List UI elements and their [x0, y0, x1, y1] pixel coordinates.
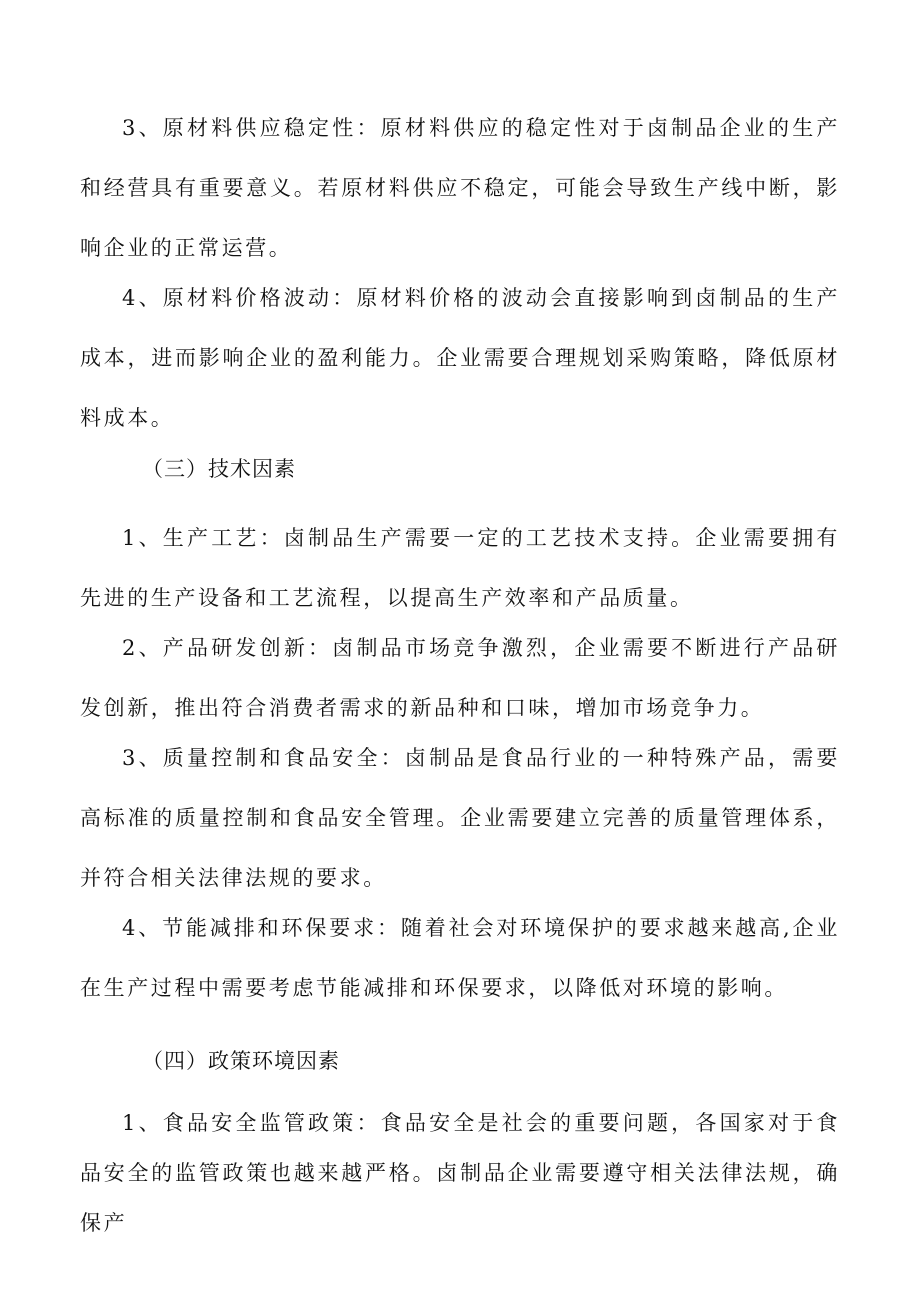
section-heading-technical-factors: （三）技术因素: [142, 457, 296, 481]
paragraph-raw-material-supply-stability: 3、原材料供应稳定性：原材料供应的稳定性对于卤制品企业的生产和经营具有重要意义。若原材料供应不稳定，可能会导致生产线中断，影响企业的正常运营。: [80, 116, 840, 260]
paragraph-food-safety-regulation: 1、食品安全监管政策：食品安全是社会的重要问题，各国家对于食品安全的监管政策也越来越严格。卤制品企业需要遵守相关法律法规，确保产: [80, 1111, 840, 1235]
paragraph-raw-material-price-fluctuation: 4、原材料价格波动：原材料价格的波动会直接影响到卤制品的生产成本，进而影响企业的盈利能力。企业需要合理规划采购策略，降低原材料成本。: [80, 286, 840, 430]
paragraph-product-rnd-innovation: 2、产品研发创新：卤制品市场竞争激烈，企业需要不断进行产品研发创新，推出符合消费者需求的新品种和口味，增加市场竞争力。: [80, 636, 840, 720]
section-heading-policy-environment: （四）政策环境因素: [142, 1049, 340, 1073]
paragraph-energy-saving-environmental: 4、节能减排和环保要求：随着社会对环境保护的要求越来越高,企业在生产过程中需要考虑节能减排和环保要求，以降低对环境的影响。: [80, 916, 840, 1000]
paragraph-quality-control-food-safety: 3、质量控制和食品安全：卤制品是食品行业的一种特殊产品，需要高标准的质量控制和食品安全管理。企业需要建立完善的质量管理体系，并符合相关法律法规的要求。: [80, 746, 840, 890]
paragraph-production-process: 1、生产工艺：卤制品生产需要一定的工艺技术支持。企业需要拥有先进的生产设备和工艺流程，以提高生产效率和产品质量。: [80, 526, 840, 610]
